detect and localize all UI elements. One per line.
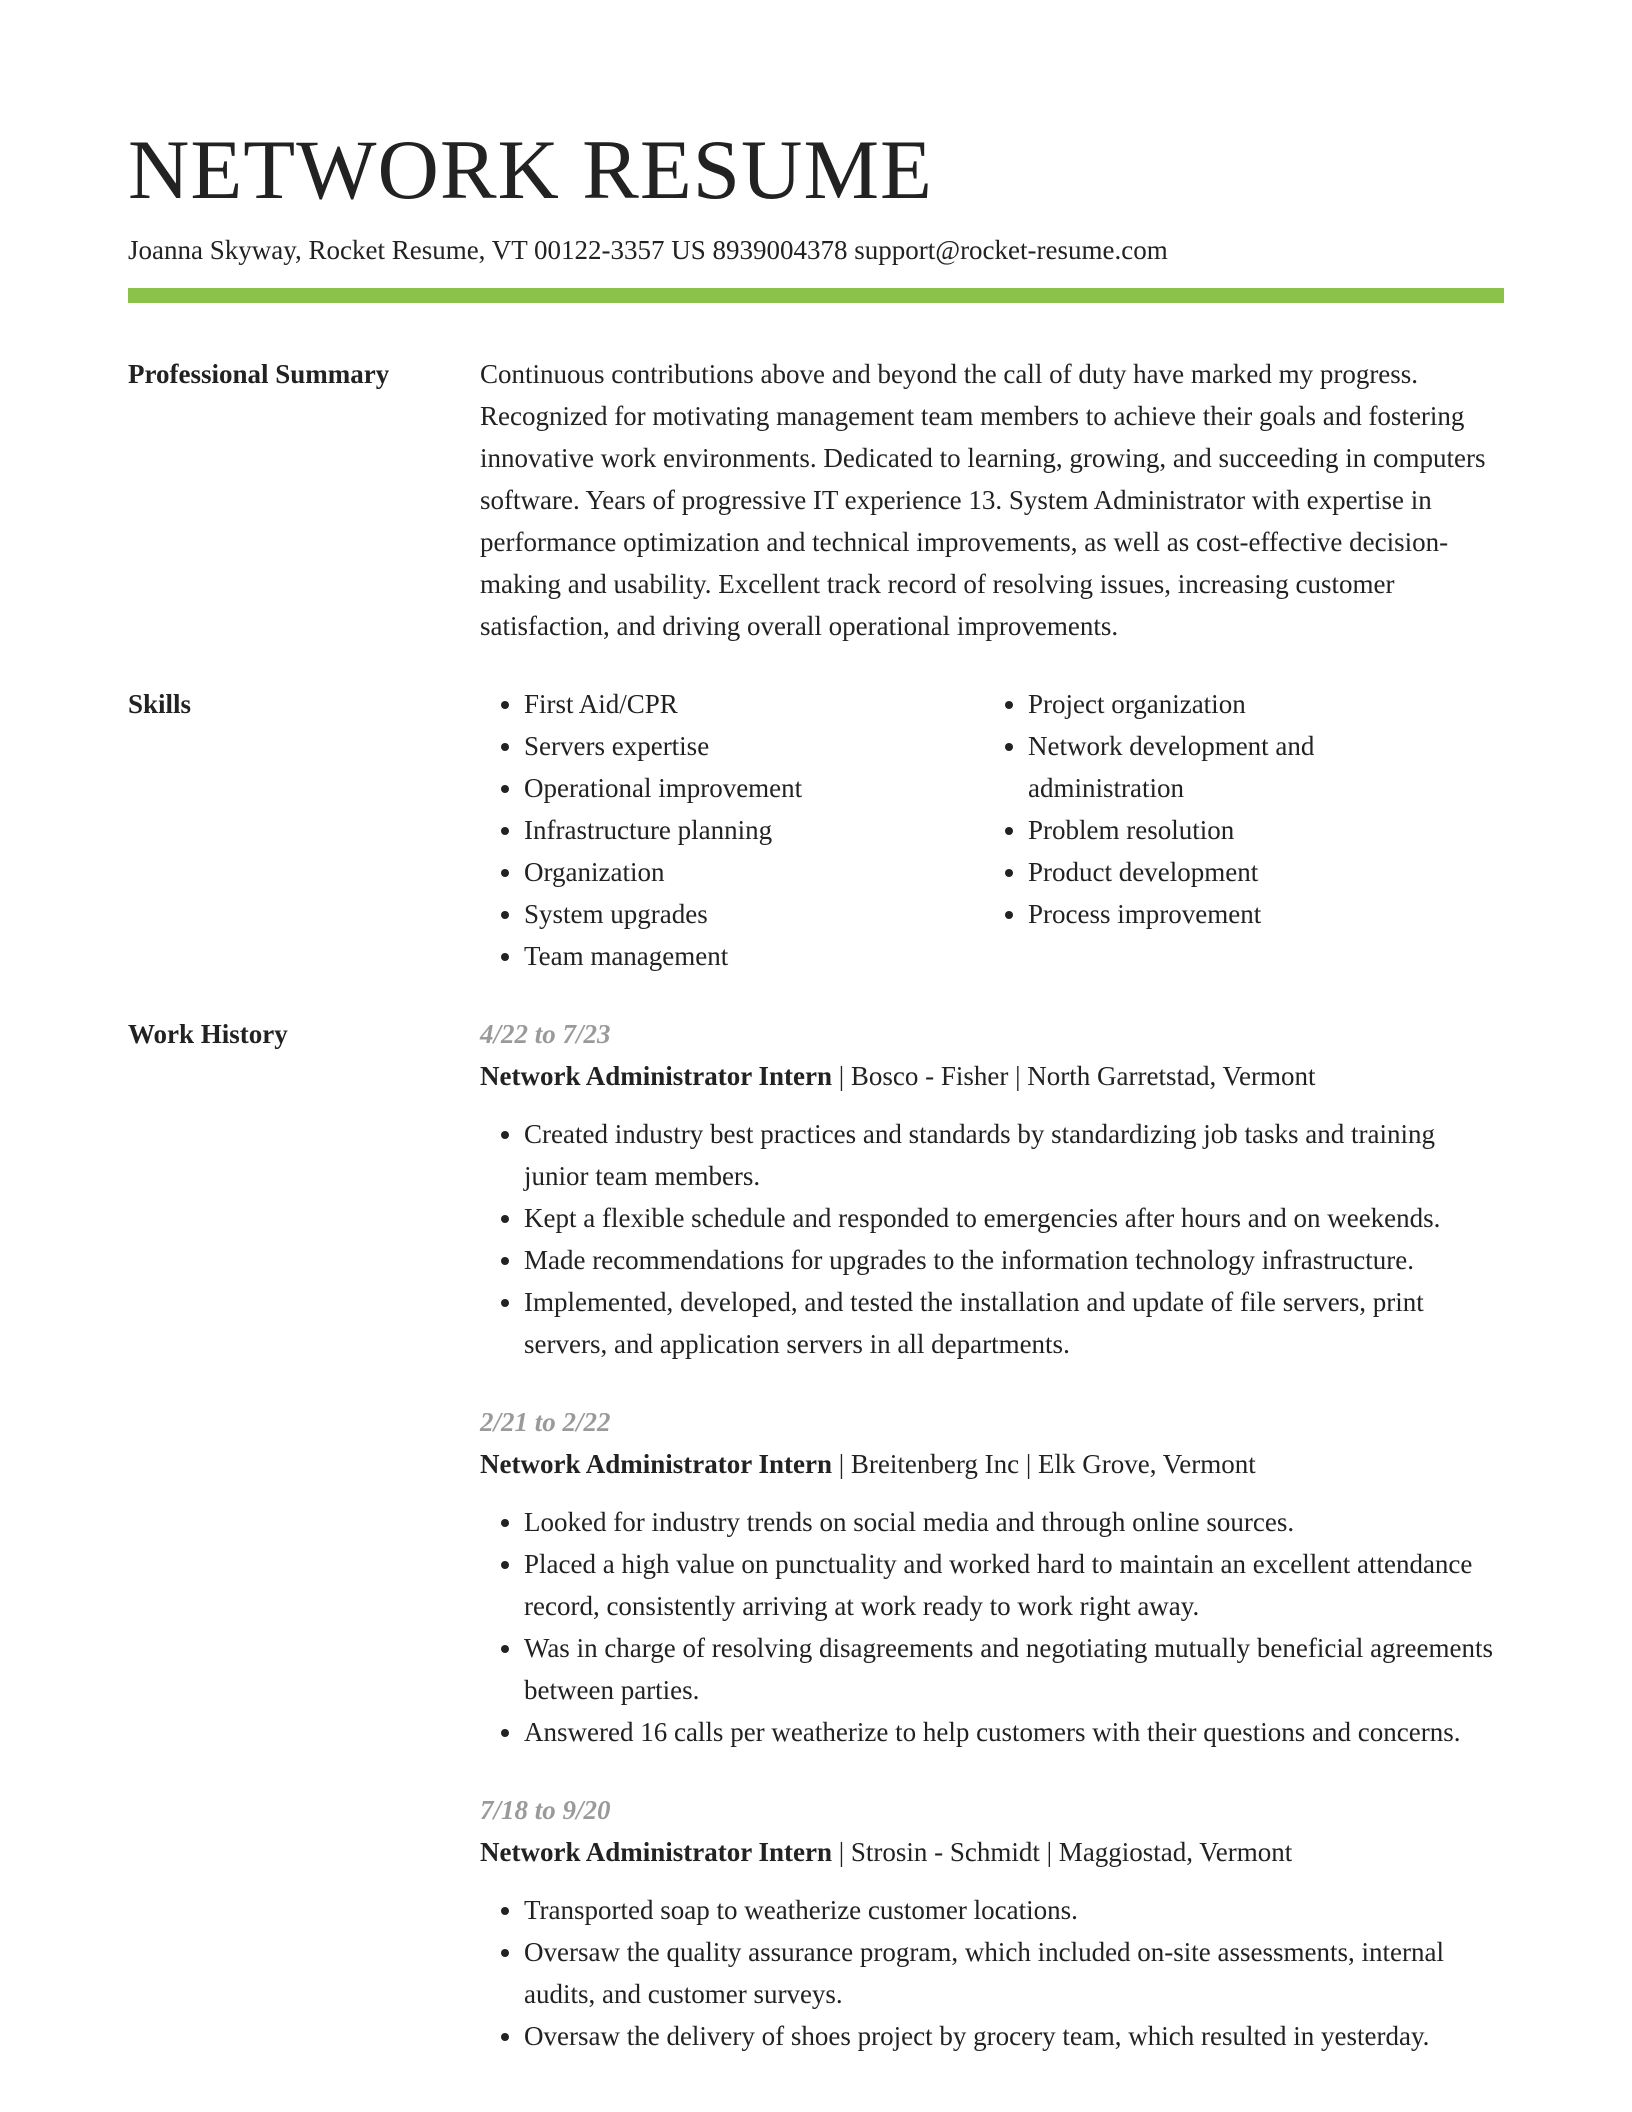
skill-item: • Operational improvement [524, 767, 984, 809]
skills-section [128, 683, 1504, 977]
job-dates: 7/18 to 9/20 [480, 1795, 611, 1825]
header-divider [128, 288, 1504, 303]
skill-item: • Infrastructure planning [524, 809, 984, 851]
job-bullet: • Oversaw the quality assurance program, which included on-site assessments, internal audits, and customer surveys. [524, 1931, 1504, 2015]
job-bullets [480, 1501, 1504, 1753]
job-details: | Bosco - Fisher | North Garretstad, Vermont [831, 1061, 1316, 1091]
contact-line: Joanna Skyway, Rocket Resume, VT 00122-3357 US 8939004378 support@rocket-resume.com [128, 235, 1168, 265]
job-dates: 4/22 to 7/23 [480, 1019, 611, 1049]
job-bullet: • Was in charge of resolving disagreements and negotiating mutually beneficial agreements between parties. [524, 1627, 1504, 1711]
summary-section [128, 353, 1504, 647]
job-bullet: • Looked for industry trends on social media and through online sources. [524, 1501, 1504, 1543]
job-title: Network Administrator Intern [480, 1061, 832, 1091]
summary-text: Continuous contributions above and beyond the call of duty have marked my progress. Recognized for motivating management team members to achieve their goals and fostering innovative work environments. Dedicated to learning, growing, and succeeding in computers software. Years of progressive IT experience 13. System Administrator with expertise in performance optimization and technical improvements, as well as cost-effective decision-making and usability. Excellent track record of resolving issues, increasing customer satisfaction, and driving overall operational improvements. [480, 359, 1486, 641]
job-bullet: • Oversaw the delivery of shoes project by grocery team, which resulted in yesterday. [524, 2015, 1504, 2057]
job-bullet: • Created industry best practices and standards by standardizing job tasks and training junior team members. [524, 1113, 1504, 1197]
skill-item: • System upgrades [524, 893, 984, 935]
job-title: Network Administrator Intern [480, 1449, 832, 1479]
work-history-heading: Work History [128, 1019, 288, 1049]
resume-title: NETWORK RESUME [128, 123, 933, 217]
skills-list-left [480, 683, 984, 977]
job-entry [480, 1401, 1504, 1753]
skill-item: • Project organization [1028, 683, 1388, 725]
skill-item: • Network development and administration [1028, 725, 1388, 809]
job-bullet: • Transported soap to weatherize customer locations. [524, 1889, 1504, 1931]
skills-heading: Skills [128, 689, 192, 719]
skill-item: • First Aid/CPR [524, 683, 984, 725]
job-heading [480, 1831, 1504, 1873]
skill-item: • Product development [1028, 851, 1388, 893]
skill-item: • Problem resolution [1028, 809, 1388, 851]
skill-item: • Servers expertise [524, 725, 984, 767]
skill-item: • Team management [524, 935, 984, 977]
job-bullet: • Kept a flexible schedule and responded to emergencies after hours and on weekends. [524, 1197, 1504, 1239]
job-entry [480, 1789, 1504, 2057]
job-bullet: • Answered 16 calls per weatherize to help customers with their questions and concerns. [524, 1711, 1504, 1753]
skill-item: • Organization [524, 851, 984, 893]
job-bullet: • Placed a high value on punctuality and worked hard to maintain an excellent attendance record, consistently arriving at work ready to work right away. [524, 1543, 1504, 1627]
summary-heading: Professional Summary [128, 359, 390, 389]
job-bullets [480, 1889, 1504, 2057]
resume-page [128, 0, 1504, 2057]
skill-item: • Process improvement [1028, 893, 1388, 935]
work-history-section [128, 1013, 1504, 2057]
job-heading [480, 1443, 1504, 1485]
job-heading [480, 1055, 1504, 1097]
job-bullet: • Made recommendations for upgrades to the information technology infrastructure. [524, 1239, 1504, 1281]
job-title: Network Administrator Intern [480, 1837, 832, 1867]
job-dates: 2/21 to 2/22 [480, 1407, 611, 1437]
job-bullet: • Implemented, developed, and tested the installation and update of file servers, print servers, and application servers in all departments. [524, 1281, 1504, 1365]
job-bullets [480, 1113, 1504, 1365]
job-entry [480, 1013, 1504, 1365]
skills-list-right [984, 683, 1388, 977]
job-details: | Breitenberg Inc | Elk Grove, Vermont [831, 1449, 1256, 1479]
job-details: | Strosin - Schmidt | Maggiostad, Vermont [831, 1837, 1293, 1867]
